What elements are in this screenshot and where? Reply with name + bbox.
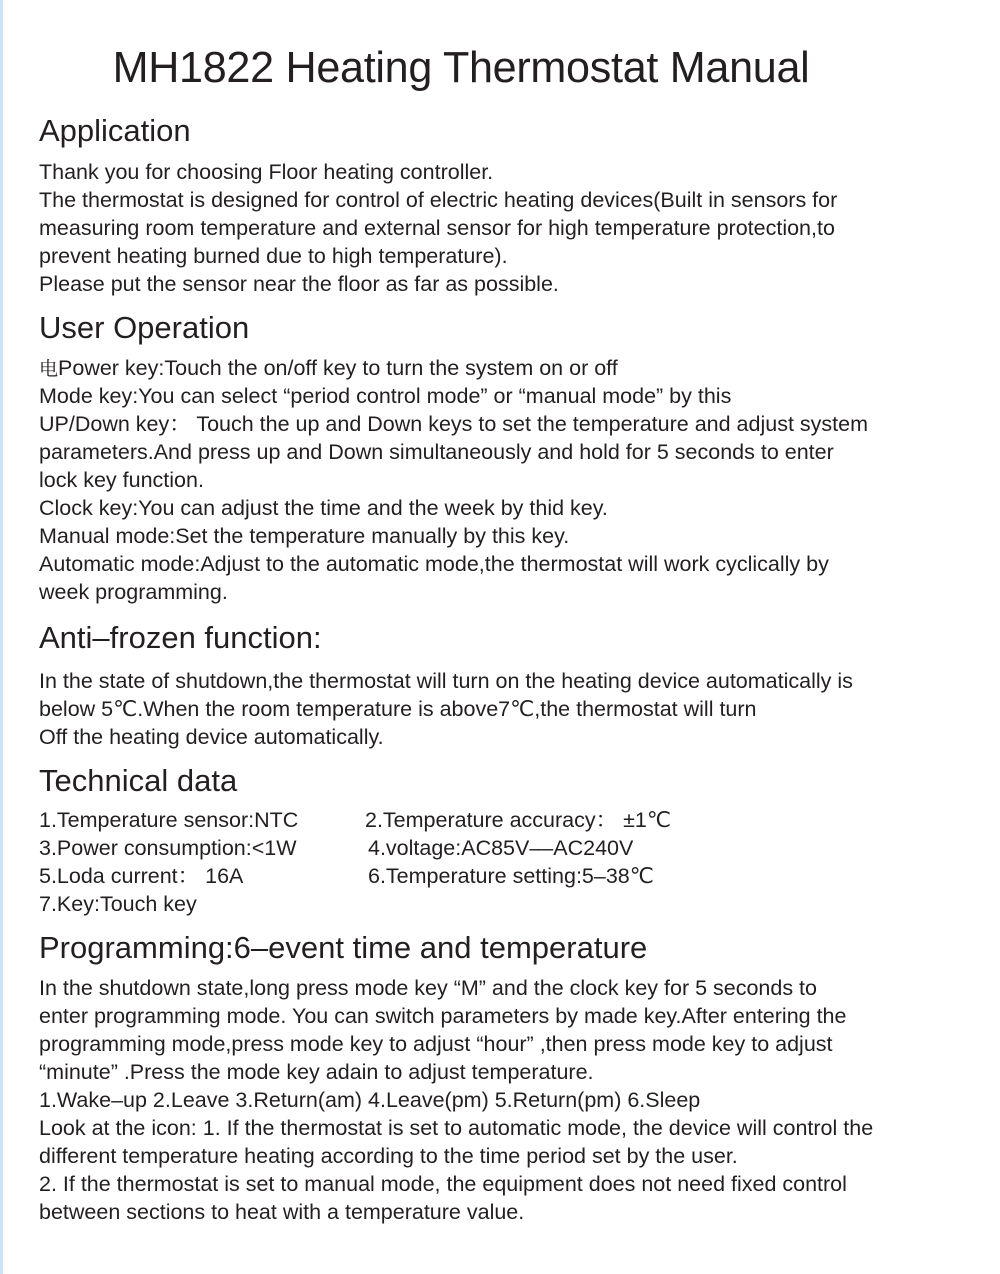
programming-line: “minute” .Press the mode key adain to adjust temperature. [39,1060,594,1084]
application-line: Thank you for choosing Floor heating controller. [39,160,494,184]
programming-line: different temperature heating according to the time period set by the user. [39,1144,738,1168]
programming-line: enter programming mode. You can switch parameters by made key.After entering the [39,1004,847,1028]
user-operation-line: Automatic mode:Adjust to the automatic mode,the thermostat will work cyclically by [39,552,829,576]
user-operation-line: Mode key:You can select “period control mode” or “manual mode” by this [39,384,732,408]
tech-item: 3.Power consumption:<1W [39,836,297,860]
application-line: measuring room temperature and external sensor for high temperature protection,to [39,216,835,240]
power-key-text: Power key:Touch the on/off key to turn the system on or off [58,356,618,380]
programming-events: 1.Wake–up 2.Leave 3.Return(am) 4.Leave(pm) 5.Return(pm) 6.Sleep [39,1088,701,1112]
tech-item: 4.voltage:AC85V––AC240V [368,836,634,860]
application-line: Please put the sensor near the floor as far as possible. [39,272,559,296]
application-line: prevent heating burned due to high temperature). [39,244,508,268]
user-operation-line: lock key function. [39,468,204,492]
programming-line: programming mode,press mode key to adjust “hour” ,then press mode key to adjust [39,1032,833,1056]
page-edge [0,0,3,1274]
application-line: The thermostat is designed for control of electric heating devices(Built in sensors for [39,188,838,212]
section-heading-programming: Programming:6–event time and temperature [39,930,648,965]
section-heading-application: Application [39,113,191,148]
programming-line: between sections to heat with a temperature value. [39,1200,525,1224]
user-operation-line: week programming. [39,580,228,604]
section-heading-user-operation: User Operation [39,310,250,345]
programming-line: In the shutdown state,long press mode key “M” and the clock key for 5 seconds to [39,976,817,1000]
anti-frozen-line: In the state of shutdown,the thermostat will turn on the heating device automatically is [39,669,853,693]
tech-item: 6.Temperature setting:5–38℃ [368,864,654,888]
page-title: MH1822 Heating Thermostat Manual [112,43,810,92]
power-icon: 电 [39,358,59,380]
programming-line: 2. If the thermostat is set to manual mode, the equipment does not need fixed control [39,1172,847,1196]
tech-item: 2.Temperature accuracy： ±1℃ [365,808,672,832]
section-heading-anti-frozen: Anti–frozen function: [39,620,322,655]
tech-item: 5.Loda current： 16A [39,864,244,888]
tech-item: 7.Key:Touch key [39,892,197,916]
user-operation-line: Clock key:You can adjust the time and the week by thid key. [39,496,608,520]
user-operation-line: Manual mode:Set the temperature manually by this key. [39,524,570,548]
tech-item: 1.Temperature sensor:NTC [39,808,299,832]
user-operation-line [39,354,618,383]
user-operation-line: parameters.And press up and Down simultaneously and hold for 5 seconds to enter [39,440,834,464]
anti-frozen-line: Off the heating device automatically. [39,725,384,749]
user-operation-line: UP/Down key： Touch the up and Down keys to set the temperature and adjust system [39,412,868,436]
programming-line: Look at the icon: 1. If the thermostat is set to automatic mode, the device will control the [39,1116,874,1140]
anti-frozen-line: below 5℃.When the room temperature is above7℃,the thermostat will turn [39,697,757,721]
section-heading-technical-data: Technical data [39,763,238,798]
